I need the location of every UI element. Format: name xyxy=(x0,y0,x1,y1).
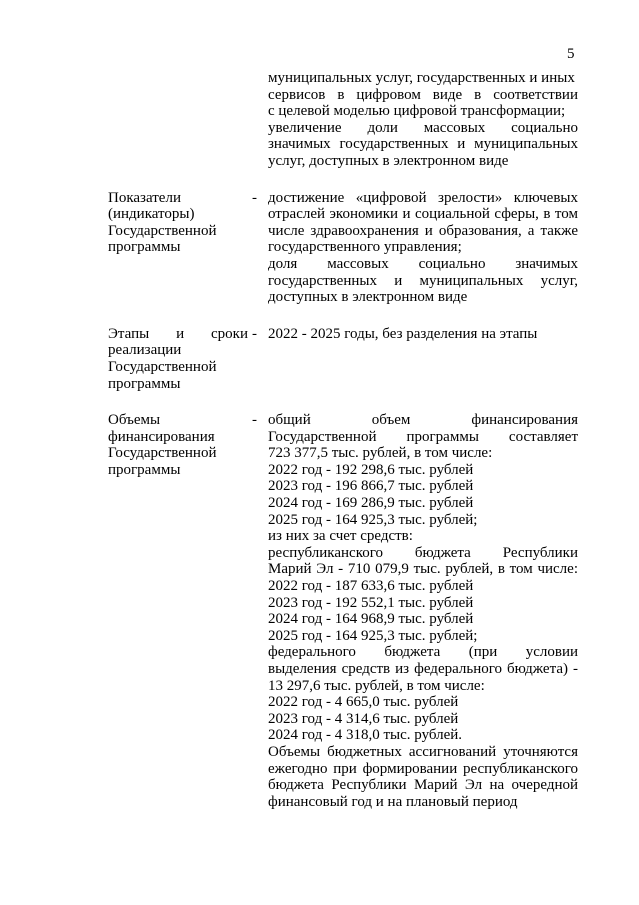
funding-value xyxy=(268,412,578,810)
text-line: значимых государственных и муниципальных xyxy=(268,136,578,153)
funding-row xyxy=(0,412,639,810)
text-line: Марий Эл - 710 079,9 тыс. рублей, в том числе: xyxy=(268,561,578,578)
text-line: Государственной программы составляет xyxy=(268,428,578,445)
text-line: республиканского бюджета Республики xyxy=(268,544,578,561)
text-line: 2025 год - 164 925,3 тыс. рублей; xyxy=(268,627,478,644)
label-line: Объемы xyxy=(108,412,161,429)
stages-row xyxy=(0,326,639,392)
text-line: государственного управления; xyxy=(268,239,462,256)
text-line: 2023 год - 196 866,7 тыс. рублей xyxy=(268,478,474,495)
stages-value xyxy=(268,326,578,392)
label-word: и xyxy=(176,325,185,342)
text-line: государственных и муниципальных услуг, xyxy=(268,272,578,289)
text-line: сервисов в цифровом виде в соответствии xyxy=(268,86,578,103)
text-line: 2024 год - 164 968,9 тыс. рублей xyxy=(268,611,474,628)
text-line: 13 297,6 тыс. рублей, в том числе: xyxy=(268,677,485,694)
text-line: 2023 год - 192 552,1 тыс. рублей xyxy=(268,594,474,611)
continuation-row xyxy=(0,70,639,170)
text-line: услуг, доступных в электронном виде xyxy=(268,152,509,169)
text-line: бюджета Республики Марий Эл на очередной xyxy=(268,777,578,794)
label-line: программы xyxy=(108,239,181,256)
text-line: 2022 год - 192 298,6 тыс. рублей xyxy=(268,461,474,478)
text-line: муниципальных услуг, государственных и иных xyxy=(268,70,575,86)
text-line: 2024 год - 4 318,0 тыс. рублей. xyxy=(268,727,463,744)
label-line: программы xyxy=(108,461,181,478)
label-line: финансирования xyxy=(108,428,215,445)
text-line: 2023 год - 4 314,6 тыс. рублей xyxy=(268,710,459,727)
label-line: реализации xyxy=(108,342,182,359)
text-line: Объемы бюджетных ассигнований уточняются xyxy=(268,743,578,760)
label-line: Государственной xyxy=(108,445,217,462)
label-line: Государственной xyxy=(108,222,217,239)
row-dash: - xyxy=(252,325,257,342)
text-line: достижение «цифровой зрелости» ключевых xyxy=(268,189,578,206)
label-line: Показатели xyxy=(108,189,181,206)
text-line: финансовый год и на плановый период xyxy=(268,793,518,810)
page-number: 5 xyxy=(567,46,575,62)
label-line: Государственной xyxy=(108,358,217,375)
text-line: 2022 год - 187 633,6 тыс. рублей xyxy=(268,578,474,595)
text-line: с целевой моделью цифровой трансформации; xyxy=(268,103,566,120)
passport-table xyxy=(0,70,639,810)
row-dash: - xyxy=(252,189,257,206)
funding-label xyxy=(108,412,218,478)
text-line: доступных в электронном виде xyxy=(268,289,468,306)
text-line: увеличение доли массовых социально xyxy=(268,119,578,136)
continuation-value xyxy=(268,70,578,170)
indicators-value xyxy=(268,190,578,306)
label-line: программы xyxy=(108,375,181,392)
text-line: доля массовых социально значимых xyxy=(268,255,578,272)
text-line: 2022 - 2025 годы, без разделения на этапы xyxy=(268,325,538,342)
text-line: выделения средств из федерального бюджета) - xyxy=(268,661,578,677)
label-line xyxy=(108,326,248,343)
text-line: общий объем финансирования xyxy=(268,412,578,429)
text-line: из них за счет средств: xyxy=(268,528,413,545)
label-word: сроки xyxy=(211,325,248,342)
label-line: (индикаторы) xyxy=(108,206,195,223)
indicators-label xyxy=(108,190,218,256)
stages-label xyxy=(108,326,248,392)
text-line: 2024 год - 169 286,9 тыс. рублей xyxy=(268,495,474,512)
text-line: 2025 год - 164 925,3 тыс. рублей; xyxy=(268,511,478,528)
indicators-row xyxy=(0,190,639,306)
text-line: 2022 год - 4 665,0 тыс. рублей xyxy=(268,694,459,711)
text-line: федерального бюджета (при условии xyxy=(268,644,578,661)
row-dash: - xyxy=(252,412,257,429)
text-line: числе здравоохранения и образования, а также xyxy=(268,222,578,239)
label-word: Этапы xyxy=(108,325,150,342)
text-line: отраслей экономики и социальной сферы, в том xyxy=(268,206,578,223)
text-line: ежегодно при формировании республиканского xyxy=(268,760,578,777)
text-line: 723 377,5 тыс. рублей, в том числе: xyxy=(268,445,493,462)
